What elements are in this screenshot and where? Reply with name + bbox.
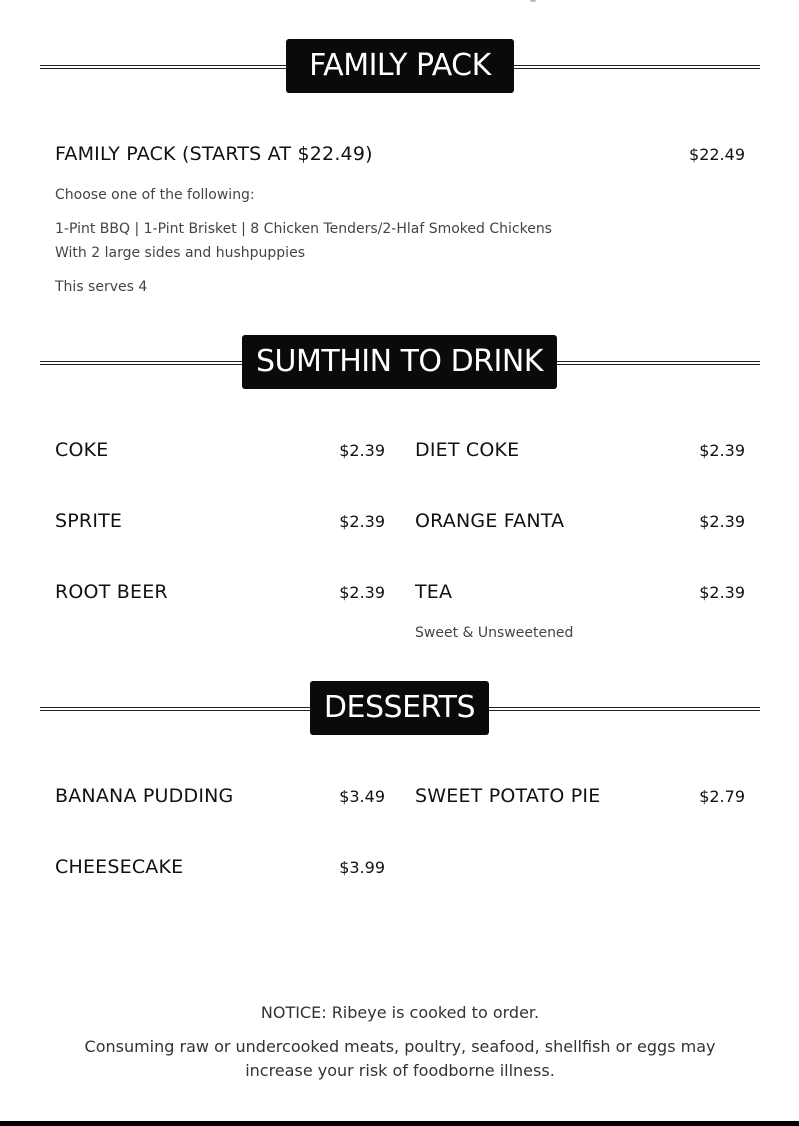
section-title: DESSERTS: [310, 681, 489, 735]
section-header-family-pack: [40, 39, 760, 93]
menu-item-price: $2.39: [699, 583, 745, 602]
menu-item-price: $2.39: [339, 441, 385, 460]
item-description: With 2 large sides and hushpuppies: [55, 245, 305, 261]
bottom-border: [0, 1121, 799, 1126]
menu-item-name: TEA: [415, 581, 453, 603]
menu-item-name: CHEESECAKE: [55, 856, 184, 878]
menu-item-price: $22.49: [689, 145, 745, 164]
top-edge-mark: [530, 0, 536, 2]
notice-text: NOTICE: Ribeye is cooked to order.: [260, 1003, 540, 1022]
health-warning-text: Consuming raw or undercooked meats, poultry, seafood, shellfish or eggs may increase your risk of foodborne illness.: [84, 1037, 716, 1080]
menu-item-name: BANANA PUDDING: [55, 785, 234, 807]
menu-item-price: $2.39: [699, 441, 745, 460]
section-header-desserts: [40, 681, 760, 735]
section-title: FAMILY PACK: [286, 39, 514, 93]
menu-item-price: $2.39: [699, 512, 745, 531]
menu-item-price: $3.49: [339, 787, 385, 806]
item-description: This serves 4: [55, 279, 148, 295]
menu-item-name: ORANGE FANTA: [415, 510, 565, 532]
menu-item-name: DIET COKE: [415, 439, 520, 461]
menu-item-price: $2.39: [339, 512, 385, 531]
menu-item-price: $2.79: [699, 787, 745, 806]
menu-item-name: SWEET POTATO PIE: [415, 785, 601, 807]
menu-item-name: FAMILY PACK (STARTS AT $22.49): [55, 143, 373, 165]
item-description: 1-Pint BBQ | 1-Pint Brisket | 8 Chicken Tenders/2-Hlaf Smoked Chickens: [55, 221, 552, 237]
menu-item-name: ROOT BEER: [55, 581, 168, 603]
menu-item-name: COKE: [55, 439, 109, 461]
item-description: Sweet & Unsweetened: [415, 625, 574, 641]
menu-item-price: $2.39: [339, 583, 385, 602]
menu-item-price: $3.99: [339, 858, 385, 877]
section-header-drinks: [40, 335, 760, 389]
menu-item-name: SPRITE: [55, 510, 123, 532]
section-title: SUMTHIN TO DRINK: [242, 335, 557, 389]
item-description: Choose one of the following:: [55, 187, 255, 203]
